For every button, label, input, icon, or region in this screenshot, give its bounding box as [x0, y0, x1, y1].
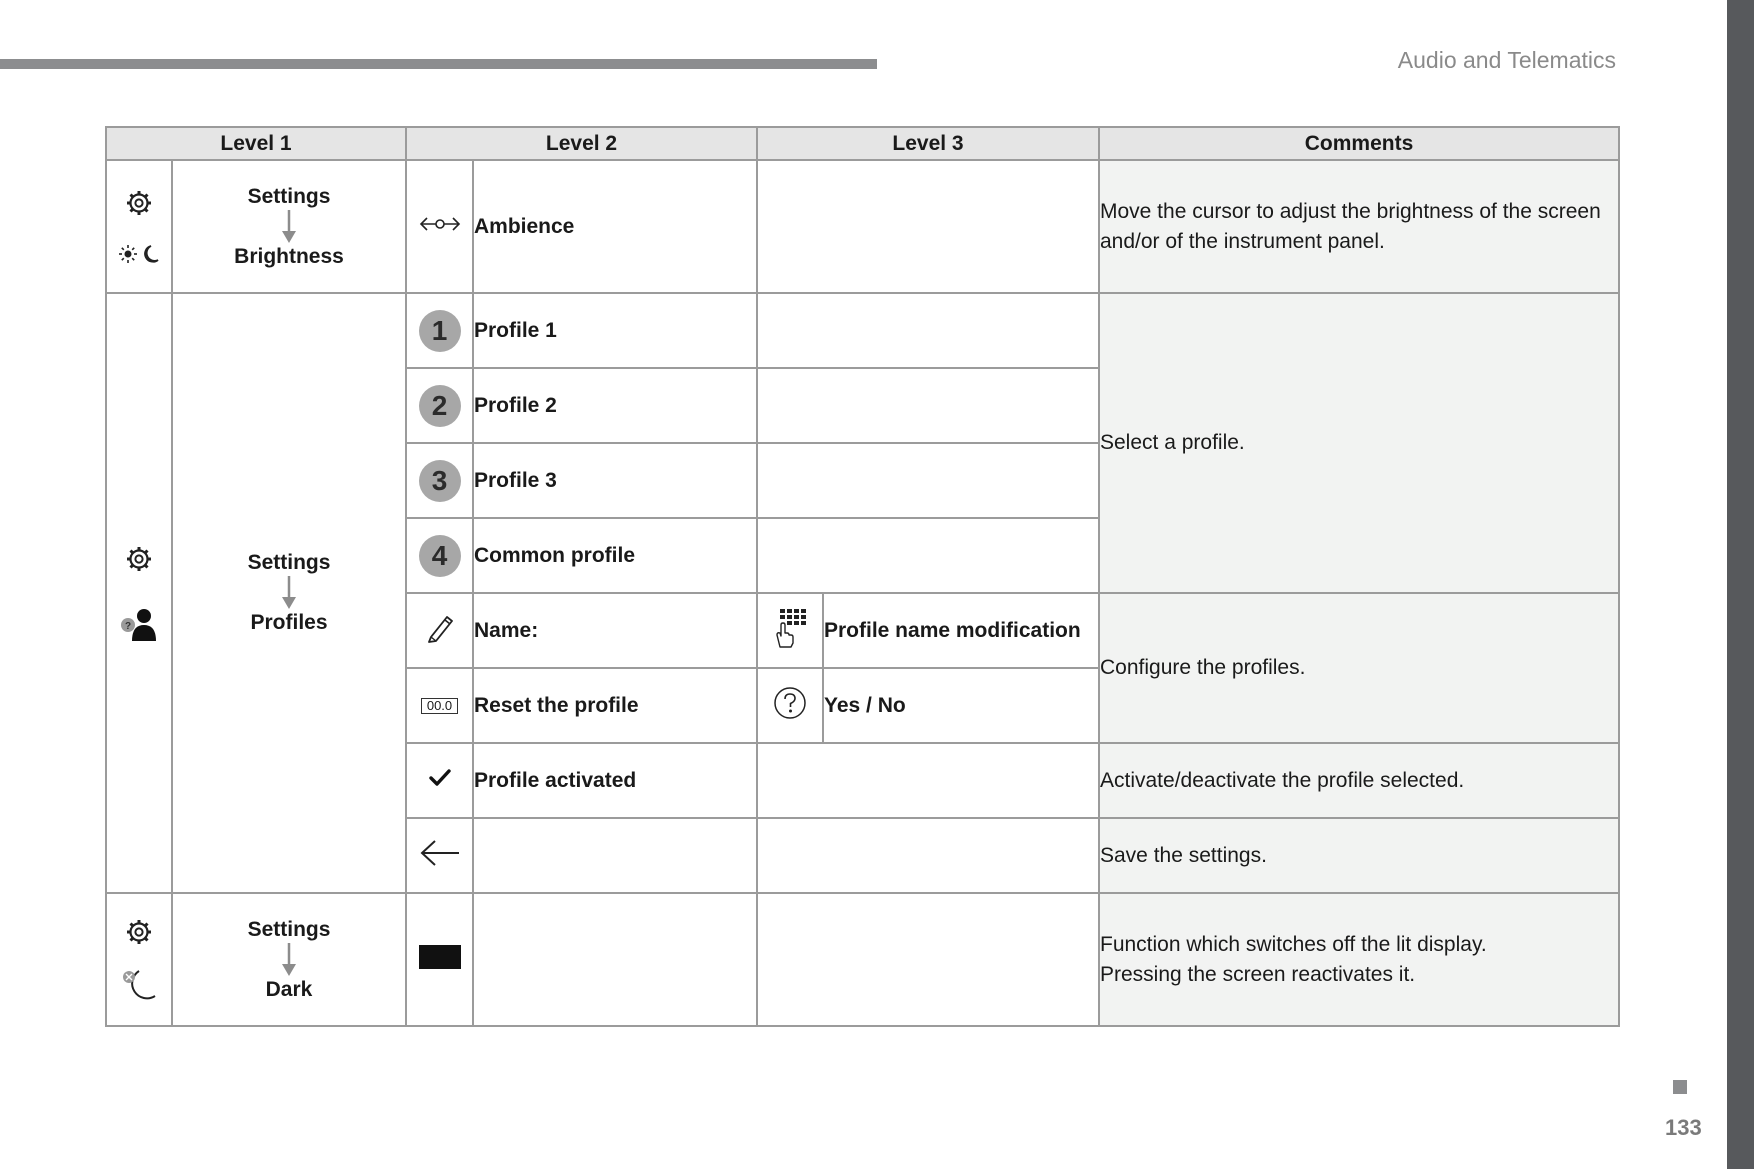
right-edge-band	[1727, 0, 1754, 1169]
level3-empty	[757, 368, 1099, 443]
column-header-level1: Level 1	[106, 127, 406, 160]
level1-icons-profiles	[106, 293, 172, 893]
column-header-comments: Comments	[1099, 127, 1619, 160]
level2-label-ambience: Ambience	[473, 160, 757, 293]
level1-path-dark	[172, 893, 406, 1026]
level2-icon-dark	[406, 893, 473, 1026]
level2-icon-name	[406, 593, 473, 668]
keypad-touch-icon	[774, 607, 806, 649]
table-row-profile-1	[106, 293, 1619, 368]
level2-label-profile-3: Profile 3	[473, 443, 757, 518]
down-arrow-icon	[281, 576, 297, 610]
level1-dark-label: Dark	[265, 977, 313, 1001]
level3-empty	[757, 743, 1099, 818]
question-circle-icon	[773, 686, 807, 720]
level3-empty	[757, 818, 1099, 893]
level1-settings-label: Settings	[247, 551, 331, 574]
level2-icon-reset	[406, 668, 473, 743]
level3-empty	[757, 518, 1099, 593]
level1-profiles-label: Profiles	[250, 611, 328, 634]
comment-dark	[1099, 893, 1619, 1026]
comment-dark-line-1: Function which switches off the lit display.	[1100, 932, 1487, 956]
level3-empty	[757, 893, 1099, 1026]
level2-icon-profile-2	[406, 368, 473, 443]
profile-3-badge: 3	[419, 460, 461, 502]
level2-label-profile-activated: Profile activated	[473, 743, 757, 818]
top-decor-bar	[0, 59, 877, 69]
down-arrow-icon	[281, 210, 297, 244]
settings-gear-icon	[125, 545, 153, 573]
level3-empty	[757, 293, 1099, 368]
comment-brightness: Move the cursor to adjust the brightness of the screen and/or of the instrument panel.	[1099, 160, 1619, 293]
brightness-sun-moon-icon	[118, 243, 160, 265]
level1-icons-brightness	[106, 160, 172, 293]
dark-moon-icon	[119, 968, 159, 1002]
level3-empty	[757, 160, 1099, 293]
down-arrow-icon	[281, 943, 297, 977]
level2-empty	[473, 818, 757, 893]
level2-label-reset: Reset the profile	[473, 668, 757, 743]
settings-table	[105, 126, 1620, 1027]
level2-icon-back	[406, 818, 473, 893]
level2-icon-ambience	[406, 160, 473, 293]
level3-icon-question	[757, 668, 823, 743]
level2-label-name: Name:	[473, 593, 757, 668]
profile-1-badge: 1	[419, 310, 461, 352]
level1-settings-label: Settings	[247, 184, 331, 208]
level1-path-profiles	[172, 293, 406, 893]
level2-label-common-profile: Common profile	[473, 518, 757, 593]
comment-dark-line-2: Pressing the screen reactivates it.	[1100, 962, 1416, 986]
profile-4-badge: 4	[419, 535, 461, 577]
page-number: 133	[1665, 1115, 1702, 1140]
level2-icon-profile-3	[406, 443, 473, 518]
comment-configure-profiles: Configure the profiles.	[1099, 593, 1619, 743]
level3-label-profile-name: Profile name modification	[823, 593, 1099, 668]
comment-activate-profile: Activate/deactivate the profile selected.	[1099, 743, 1619, 818]
reset-counter-icon: 00.0	[421, 698, 458, 714]
level3-empty	[757, 443, 1099, 518]
table-row-dark	[106, 893, 1619, 1026]
level2-label-profile-1: Profile 1	[473, 293, 757, 368]
page-marker-square	[1673, 1080, 1687, 1094]
level2-label-profile-2: Profile 2	[473, 368, 757, 443]
svg-text:?: ?	[124, 621, 132, 632]
table-row-brightness	[106, 160, 1619, 293]
comment-save-settings: Save the settings.	[1099, 818, 1619, 893]
profile-2-badge: 2	[419, 385, 461, 427]
checkmark-icon	[429, 769, 451, 787]
level1-brightness-label: Brightness	[234, 244, 344, 268]
table-header-row	[106, 127, 1619, 160]
column-header-level2: Level 2	[406, 127, 757, 160]
level2-empty	[473, 893, 757, 1026]
comment-select-profile: Select a profile.	[1099, 293, 1619, 593]
back-arrow-icon	[419, 838, 461, 868]
level2-icon-profile-4	[406, 518, 473, 593]
section-title: Audio and Telematics	[1397, 47, 1616, 73]
column-header-level3: Level 3	[757, 127, 1099, 160]
settings-gear-icon	[125, 189, 153, 217]
pencil-icon	[425, 612, 455, 644]
settings-gear-icon	[125, 918, 153, 946]
level1-path-brightness	[172, 160, 406, 293]
slider-adjust-icon	[418, 214, 462, 234]
level1-icons-dark	[106, 893, 172, 1026]
user-profile-icon	[119, 607, 159, 641]
black-screen-icon	[419, 945, 461, 969]
level3-label-yes-no: Yes / No	[823, 668, 1099, 743]
level2-icon-activated	[406, 743, 473, 818]
level1-settings-label: Settings	[247, 917, 331, 941]
level2-icon-profile-1	[406, 293, 473, 368]
level3-icon-keypad	[757, 593, 823, 668]
